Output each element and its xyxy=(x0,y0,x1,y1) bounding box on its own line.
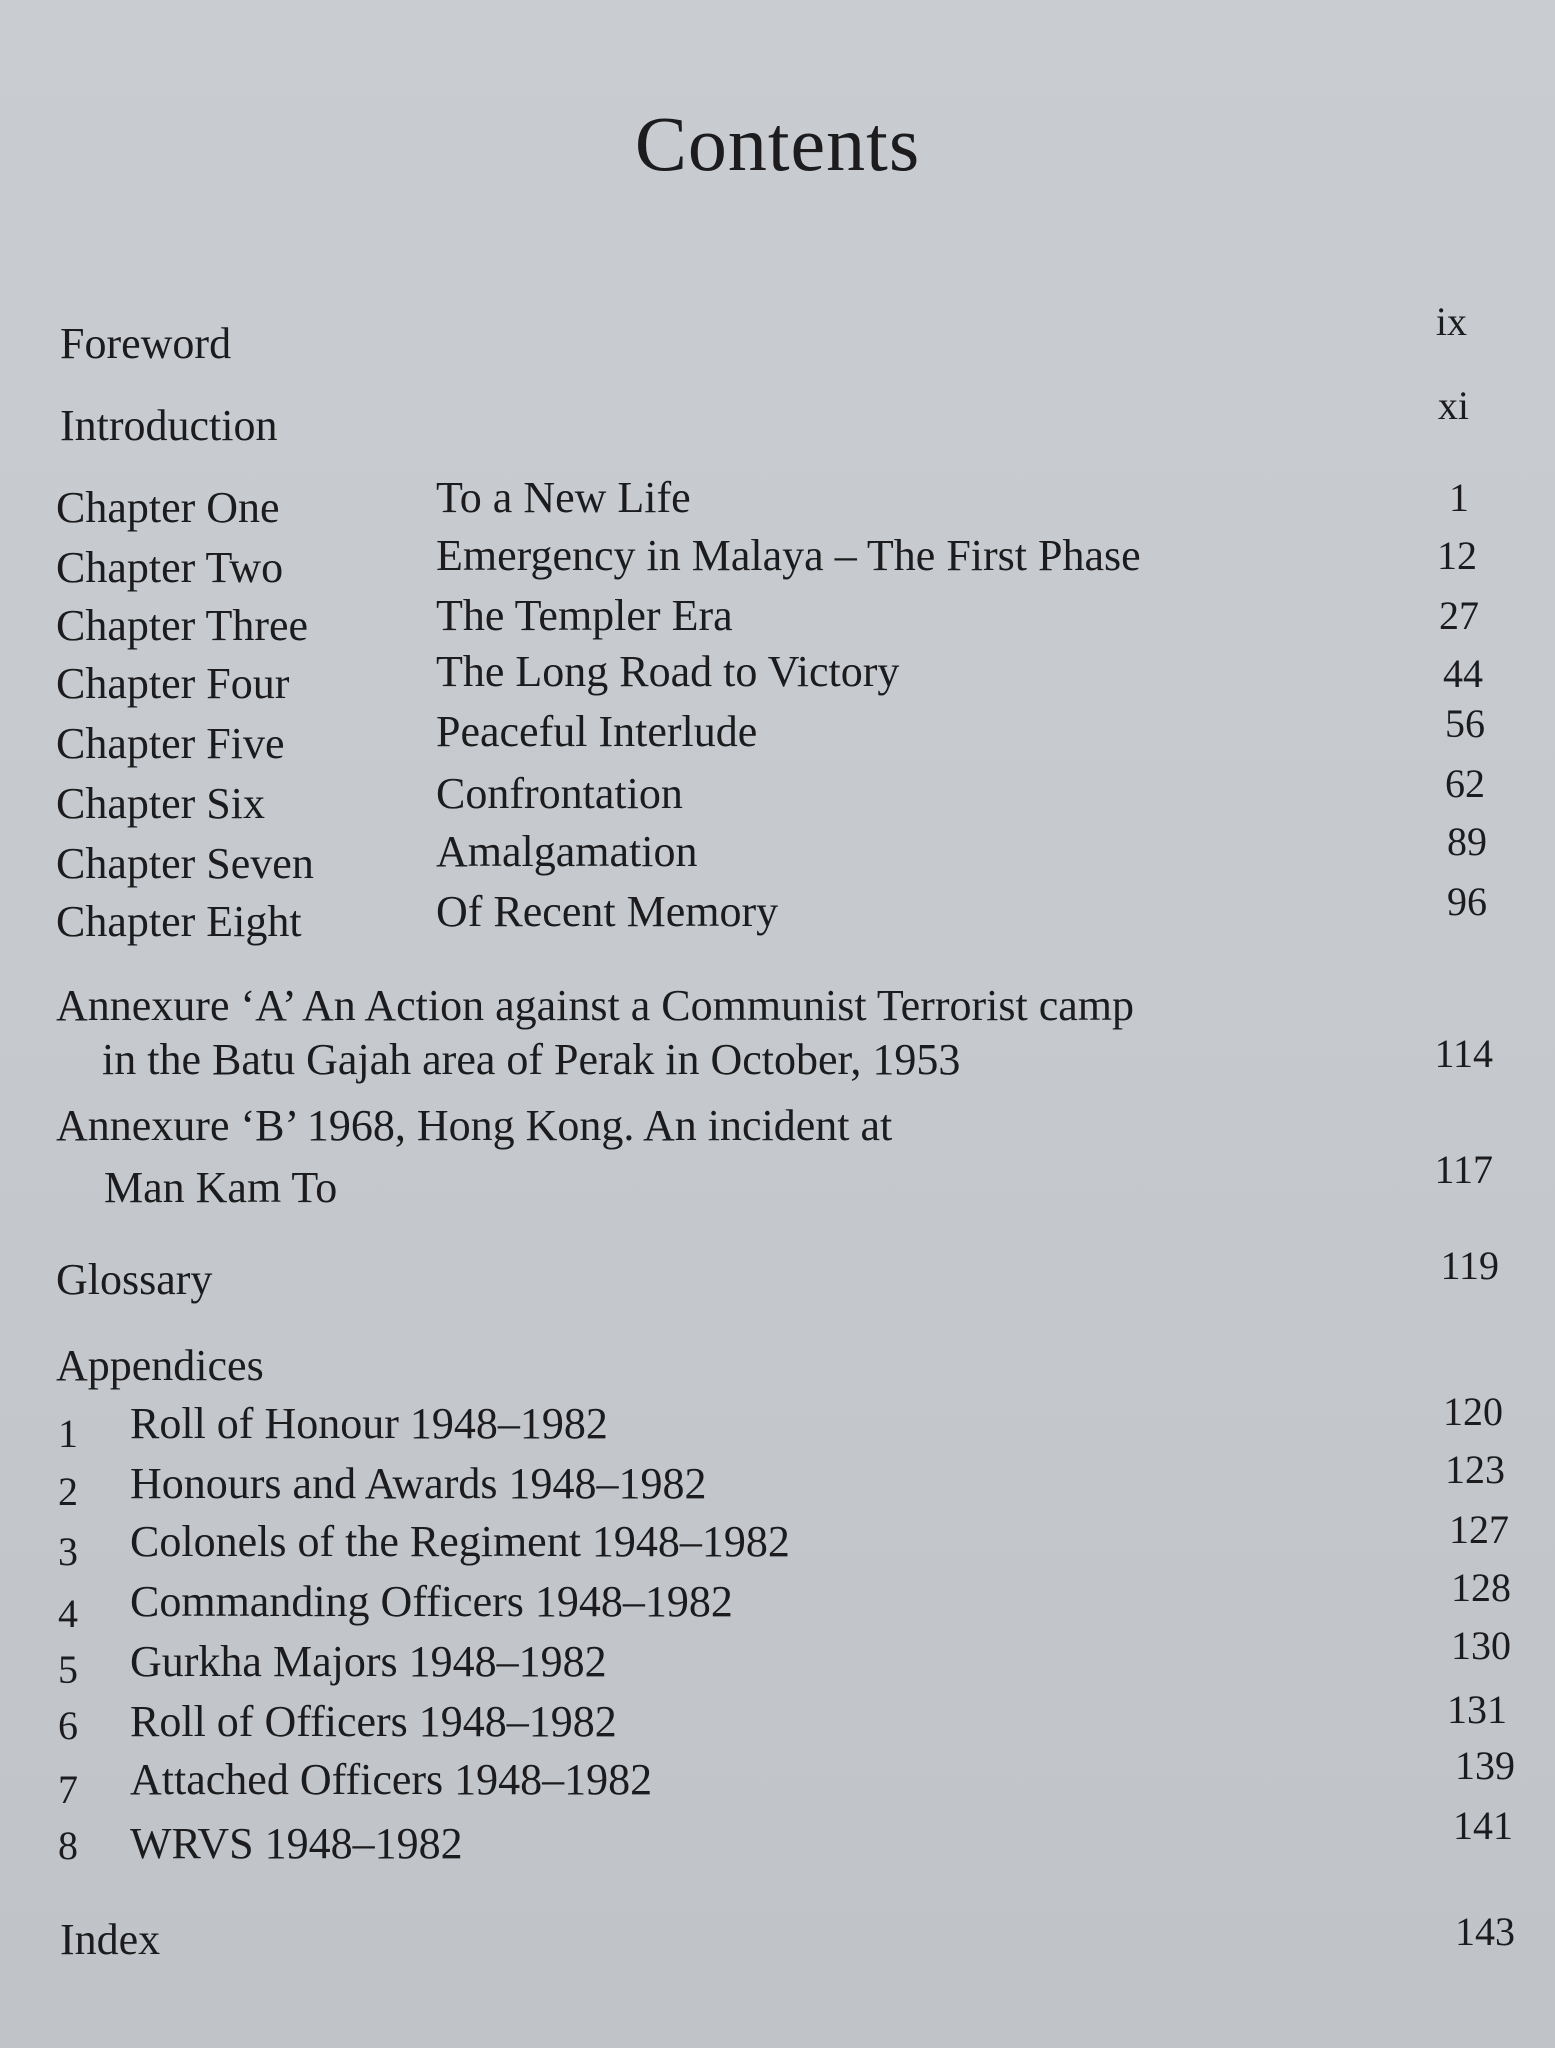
toc-entry-index xyxy=(0,1909,1555,1978)
appendix-page: 128 xyxy=(1451,1565,1511,1610)
appendix-page: 120 xyxy=(1443,1389,1503,1434)
chapter-page: 56 xyxy=(1445,701,1485,746)
appendix-number: 5 xyxy=(58,1647,78,1692)
chapter-label: Chapter Two xyxy=(56,543,284,592)
chapter-title: To a New Life xyxy=(436,473,691,522)
toc-entry-foreword xyxy=(0,299,1555,382)
appendix-page: 139 xyxy=(1455,1743,1515,1788)
appendix-number: 7 xyxy=(58,1767,78,1812)
chapter-label: Chapter One xyxy=(56,483,280,532)
appendix-number: 6 xyxy=(58,1703,78,1748)
toc-chapter-row xyxy=(0,647,1555,720)
annexure-line-2: Man Kam To xyxy=(104,1163,338,1212)
entry-title: Foreword xyxy=(60,319,232,368)
chapter-page: 12 xyxy=(1437,533,1477,578)
entry-page: ix xyxy=(1435,299,1467,344)
appendix-number: 1 xyxy=(58,1411,78,1456)
chapter-page: 1 xyxy=(1449,475,1469,520)
toc-chapter-row xyxy=(0,879,1555,958)
appendix-page: 130 xyxy=(1451,1623,1511,1668)
annexure-line-2: in the Batu Gajah area of Perak in October, 1953 xyxy=(102,1035,961,1084)
appendix-number: 3 xyxy=(58,1529,78,1574)
toc-annexure-a xyxy=(0,981,1555,1094)
annexure-page: 117 xyxy=(1434,1147,1493,1192)
chapter-title: The Templer Era xyxy=(436,591,733,640)
chapter-page: 62 xyxy=(1445,761,1485,806)
chapter-title: Of Recent Memory xyxy=(436,887,779,936)
appendices-heading xyxy=(0,1341,1555,1404)
appendix-title: Gurkha Majors 1948–1982 xyxy=(130,1637,607,1686)
toc-annexure-b xyxy=(0,1101,1555,1214)
toc-chapter-row xyxy=(0,531,1555,602)
toc-entry-introduction xyxy=(0,383,1555,464)
appendix-row xyxy=(0,1743,1555,1816)
chapter-page: 89 xyxy=(1447,819,1487,864)
appendix-title: Commanding Officers 1948–1982 xyxy=(130,1577,733,1626)
chapter-title: Emergency in Malaya – The First Phase xyxy=(436,531,1141,580)
appendix-number: 8 xyxy=(58,1823,78,1868)
toc-chapter-row xyxy=(0,701,1555,780)
chapter-label: Chapter Eight xyxy=(56,897,302,946)
appendix-title: WRVS 1948–1982 xyxy=(130,1819,463,1868)
appendix-row xyxy=(0,1687,1555,1758)
chapter-page: 27 xyxy=(1439,593,1479,638)
chapter-title: Amalgamation xyxy=(436,827,698,876)
appendix-title: Roll of Officers 1948–1982 xyxy=(130,1697,617,1746)
appendix-row xyxy=(0,1389,1555,1460)
chapter-label: Chapter Four xyxy=(56,659,290,708)
toc-chapter-row xyxy=(0,761,1555,840)
appendix-page: 141 xyxy=(1453,1803,1513,1848)
entry-page: 119 xyxy=(1440,1243,1499,1288)
annexure-page: 114 xyxy=(1434,1031,1493,1076)
annexure-line-1: Annexure ‘A’ An Action against a Communist Terrorist camp xyxy=(56,981,1134,1030)
chapter-label: Chapter Seven xyxy=(56,839,314,888)
entry-title: Introduction xyxy=(60,401,278,450)
entry-title: Glossary xyxy=(56,1255,213,1304)
appendix-title: Roll of Honour 1948–1982 xyxy=(130,1399,608,1448)
page-title: Contents xyxy=(634,100,921,187)
entry-title: Index xyxy=(60,1915,161,1964)
entry-page: xi xyxy=(1437,383,1469,428)
chapter-title: The Long Road to Victory xyxy=(436,647,900,696)
appendix-number: 4 xyxy=(58,1591,78,1636)
appendix-row xyxy=(0,1507,1555,1578)
appendix-page: 123 xyxy=(1445,1447,1505,1492)
chapter-title: Confrontation xyxy=(436,769,683,818)
chapter-page: 96 xyxy=(1447,879,1487,924)
appendix-title: Attached Officers 1948–1982 xyxy=(130,1755,653,1804)
appendices-heading-text: Appendices xyxy=(56,1341,264,1390)
appendix-row xyxy=(0,1447,1555,1520)
appendix-row xyxy=(0,1623,1555,1698)
chapter-label: Chapter Three xyxy=(56,601,309,650)
chapter-label: Chapter Five xyxy=(56,719,285,768)
appendix-page: 131 xyxy=(1447,1687,1507,1732)
chapter-title: Peaceful Interlude xyxy=(436,707,758,756)
annexure-line-1: Annexure ‘B’ 1968, Hong Kong. An incident at xyxy=(56,1101,893,1150)
appendix-number: 2 xyxy=(58,1469,78,1514)
appendix-row xyxy=(0,1565,1555,1638)
appendix-title: Honours and Awards 1948–1982 xyxy=(130,1459,707,1508)
appendix-row xyxy=(0,1803,1555,1880)
entry-page: 143 xyxy=(1455,1909,1515,1954)
chapter-label: Chapter Six xyxy=(56,779,265,828)
toc-entry-glossary xyxy=(0,1243,1555,1318)
appendix-page: 127 xyxy=(1449,1507,1509,1552)
appendix-title: Colonels of the Regiment 1948–1982 xyxy=(130,1517,790,1566)
chapter-page: 44 xyxy=(1443,651,1483,696)
